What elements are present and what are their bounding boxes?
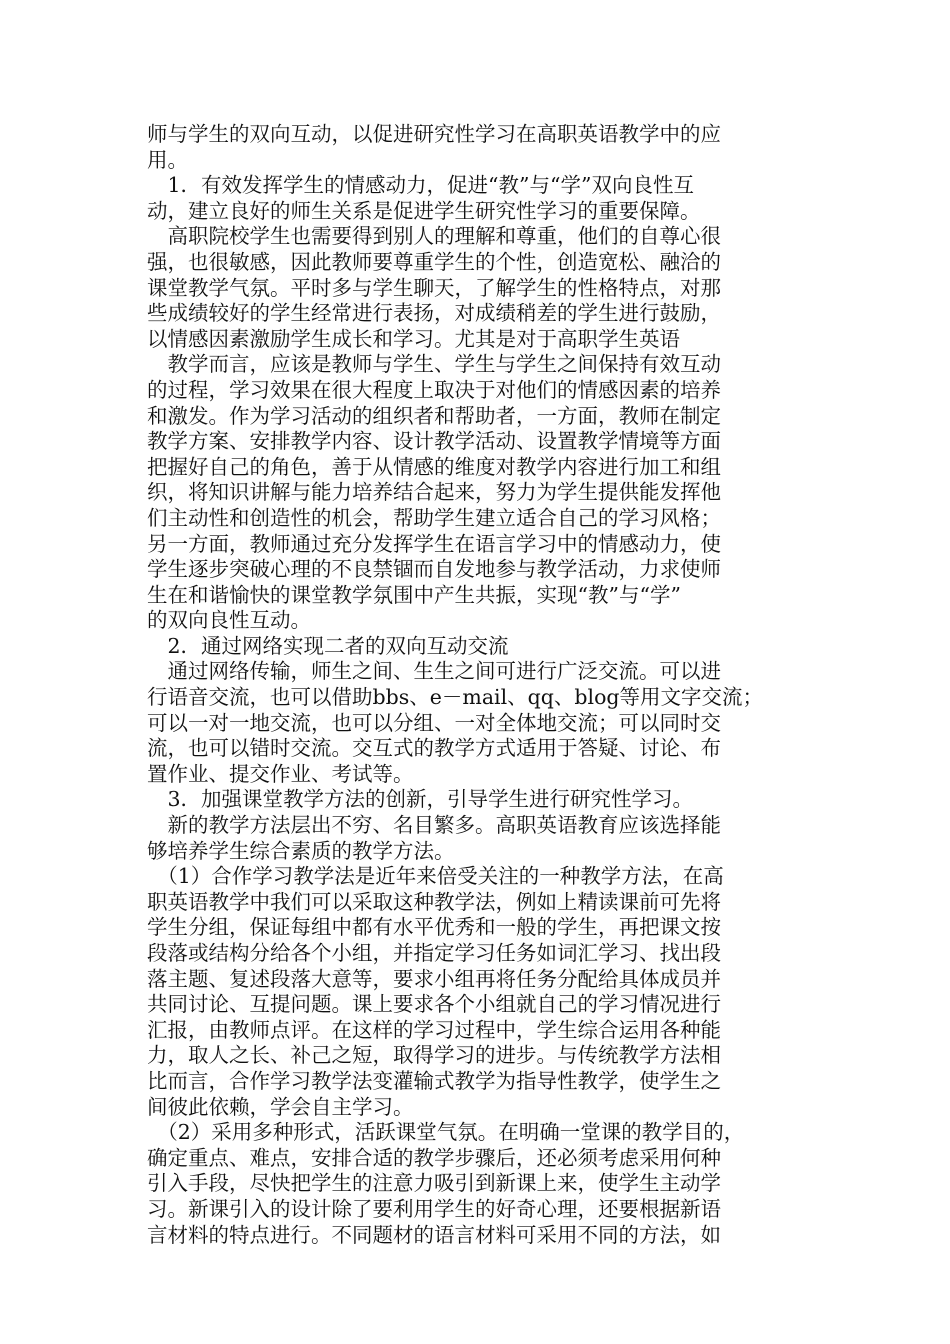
text-line: 言材料的特点进行。不同题材的语言材料可采用不同的方法，如 — [147, 1222, 721, 1247]
text-line: 置作业、提交作业、考试等。 — [147, 761, 414, 786]
text-line — [147, 1248, 807, 1274]
text-line: 间彼此依赖，学会自主学习。 — [147, 1094, 414, 1119]
text-line: 学生逐步突破心理的不良禁锢而自发地参与教学活动，力求使师 — [147, 557, 721, 582]
text-line: 共同讨论、互提问题。课上要求各个小组就自己的学习情况进行 — [147, 992, 721, 1017]
text-line: 汇报，由教师点评。在这样的学习过程中，学生综合运用各种能 — [147, 1017, 721, 1042]
text-line: 另一方面，教师通过充分发挥学生在语言学习中的情感动力，使 — [147, 531, 721, 556]
text-line: 落主题、复述段落大意等，要求小组再将任务分配给具体成员并 — [147, 966, 721, 991]
text-line: 以情感因素激励学生成长和学习。尤其是对于高职学生英语 — [147, 326, 680, 351]
text-line: 教学而言，应该是教师与学生、学生与学生之间保持有效互动 — [147, 352, 721, 377]
text-line: 的过程，学习效果在很大程度上取决于对他们的情感因素的培养 — [147, 377, 721, 402]
text-line: 确定重点、难点，安排合适的教学步骤后，还必须考虑采用何种 — [147, 1145, 721, 1170]
text-line: 3．加强课堂教学方法的创新，引导学生进行研究性学习。 — [147, 787, 694, 812]
text-line: 段落或结构分给各个小组，并指定学习任务如词汇学习、找出段 — [147, 941, 721, 965]
text-line: 动，建立良好的师生关系是促进学生研究性学习的重要保障。 — [147, 198, 701, 223]
text-line: 用。 — [147, 147, 188, 172]
text-line: 织，将知识讲解与能力培养结合起来，努力为学生提供能发挥他 — [147, 480, 721, 505]
text-line: 流，也可以错时交流。交互式的教学方式适用于答疑、讨论、布 — [147, 736, 721, 761]
text-line: 力，取人之长、补己之短，取得学习的进步。与传统教学方法相 — [147, 1043, 721, 1068]
text-line: 课堂教学气氛。平时多与学生聊天，了解学生的性格特点，对那 — [147, 275, 721, 300]
text-line: （2）采用多种形式，活跃课堂气氛。在明确一堂课的教学目的， — [147, 1120, 745, 1145]
text-line: 够培养学生综合素质的教学方法。 — [147, 838, 455, 863]
text-line: 师与学生的双向互动，以促进研究性学习在高职英语教学中的应 — [147, 122, 721, 146]
text-line: 1．有效发挥学生的情感动力，促进“教”与“学”双向良性互 — [147, 173, 694, 198]
text-line: 学生分组，保证每组中都有水平优秀和一般的学生，再把课文按 — [147, 915, 721, 940]
text-line: 2．通过网络实现二者的双向互动交流 — [147, 633, 509, 658]
text-line: 们主动性和创造性的机会，帮助学生建立适合自己的学习风格； — [147, 505, 721, 530]
text-line: 可以一对一地交流，也可以分组、一对全体地交流；可以同时交 — [147, 710, 721, 735]
text-line: 引入手段，尽快把学生的注意力吸引到新课上来，使学生主动学 — [147, 1171, 721, 1196]
text-line: 教学方案、安排教学内容、设计教学活动、设置教学情境等方面 — [147, 429, 721, 454]
text-line: 职英语教学中我们可以采取这种教学法，例如上精读课前可先将 — [147, 889, 721, 914]
document-body — [147, 122, 807, 1274]
text-line: 习。新课引入的设计除了要利用学生的好奇心理，还要根据新语 — [147, 1196, 721, 1221]
text-line: 些成绩较好的学生经常进行表扬，对成绩稍差的学生进行鼓励， — [147, 301, 721, 326]
text-line: 比而言，合作学习教学法变灌输式教学为指导性教学，使学生之 — [147, 1068, 721, 1093]
text-line: 新的教学方法层出不穷、名目繁多。高职英语教育应该选择能 — [147, 813, 721, 838]
text-line: 生在和谐愉快的课堂教学氛围中产生共振，实现“教”与“学” — [147, 582, 681, 607]
text-line: （1）合作学习教学法是近年来倍受关注的一种教学方法，在高 — [147, 864, 724, 889]
text-line: 和激发。作为学习活动的组织者和帮助者，一方面，教师在制定 — [147, 403, 721, 428]
text-line: 通过网络传输，师生之间、生生之间可进行广泛交流。可以进 — [147, 659, 721, 684]
text-line: 行语音交流，也可以借助bbs、e－mail、qq、blog等用文字交流； — [147, 685, 764, 710]
text-line: 的双向良性互动。 — [147, 608, 311, 633]
text-line: 高职院校学生也需要得到别人的理解和尊重，他们的自尊心很 — [147, 224, 721, 249]
text-line: 把握好自己的角色，善于从情感的维度对教学内容进行加工和组 — [147, 454, 721, 479]
text-line: 强，也很敏感，因此教师要尊重学生的个性，创造宽松、融洽的 — [147, 249, 721, 274]
